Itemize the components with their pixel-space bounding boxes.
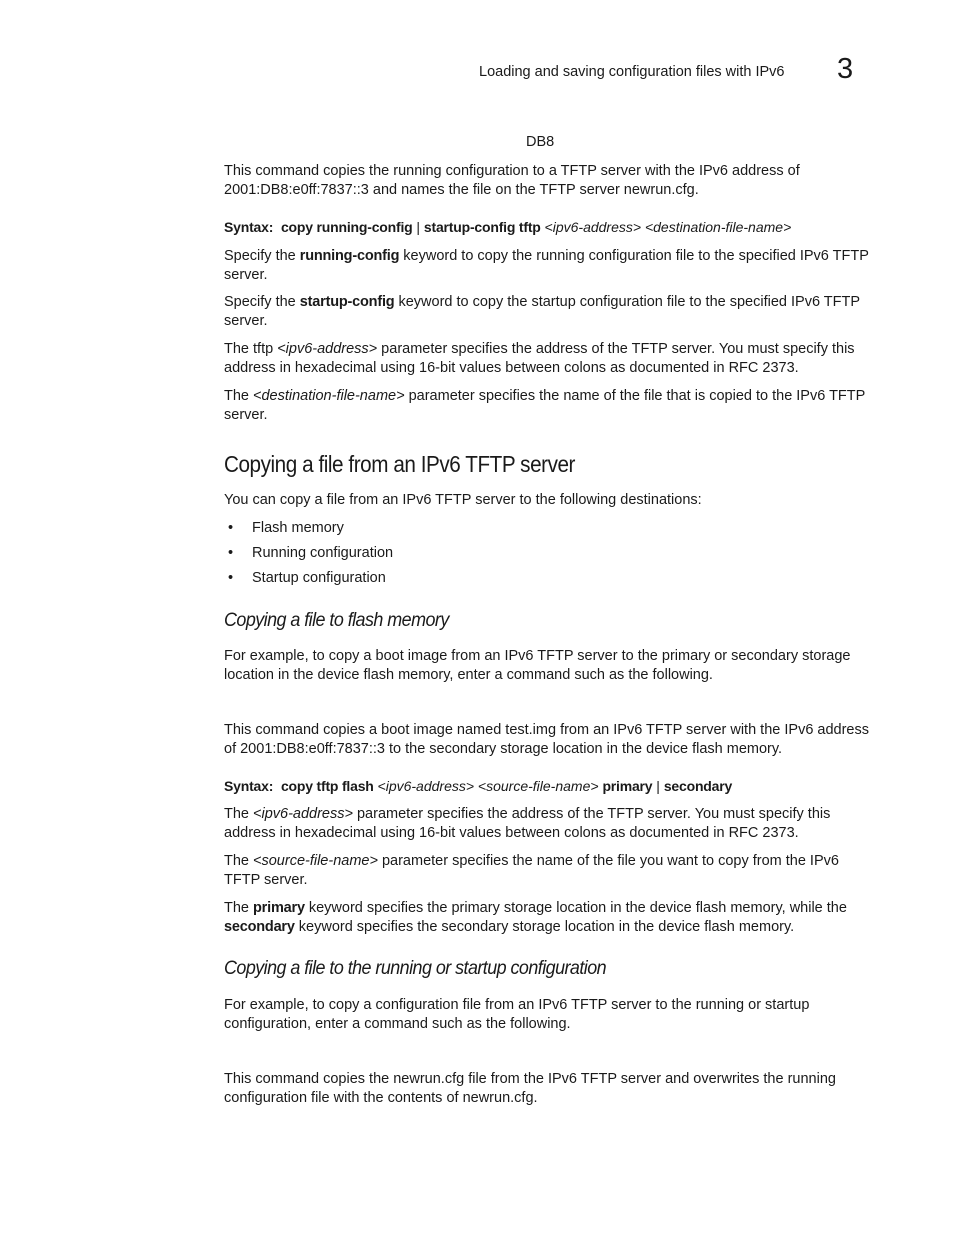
destination-list bbox=[224, 519, 393, 594]
syntax-copy-tftp-flash bbox=[224, 777, 876, 796]
chapter-number: 3 bbox=[837, 53, 854, 85]
syntax-keyword: primary bbox=[602, 778, 653, 794]
paragraph-destination-file-name: The <destination-file-name> parameter specifies the name of the file that is copied to the IPv6 TFTP server. bbox=[224, 388, 866, 423]
command-fragment: DB8 bbox=[526, 134, 555, 150]
paragraph-ipv6-address: The <ipv6-address> parameter specifies the address of the TFTP server. You must specify this address in hexadecimal using 16-bit values between colons as documented in RFC 2373. bbox=[224, 806, 831, 841]
paragraph-primary-secondary: The primary keyword specifies the primary storage location in the device flash memory, while the secondary keyword specifies the secondary storage location in the device flash memory. bbox=[224, 900, 847, 935]
running-config-copy-description: This command copies the running configuration to a TFTP server with the IPv6 address of 2001:DB8:e0ff:7837::3 and names the file on the TFTP server newrun.cfg. bbox=[224, 163, 800, 198]
paragraph-running-config-keyword: Specify the running-config keyword to copy the running configuration file to the specified IPv6 TFTP server. bbox=[224, 248, 869, 283]
syntax-command: startup-config tftp bbox=[423, 219, 541, 235]
syntax-separator: | bbox=[656, 778, 660, 794]
syntax-command: copy tftp flash bbox=[280, 778, 374, 794]
paragraph-source-file-name: The <source-file-name> parameter specifies the name of the file you want to copy from the IPv6 TFTP server. bbox=[224, 853, 839, 888]
syntax-command: copy running-config bbox=[280, 219, 413, 235]
syntax-label: Syntax: bbox=[224, 778, 274, 794]
copy-flash-description: This command copies a boot image named test.img from an IPv6 TFTP server with the IPv6 address of 2001:DB8:e0ff:7837::3 to the secondary storage location in the device flash memory. bbox=[224, 722, 869, 757]
syntax-params: <ipv6-address> <destination-file-name> bbox=[544, 219, 792, 235]
subsection-heading: Copying a file to the running or startup configuration bbox=[224, 957, 607, 979]
list-item: • Startup configuration bbox=[228, 570, 386, 586]
running-header-title: Loading and saving configuration files with IPv6 bbox=[479, 64, 785, 80]
syntax-copy-running-config bbox=[224, 218, 876, 237]
syntax-keyword: secondary bbox=[663, 778, 733, 794]
bullet-icon: • bbox=[228, 570, 234, 586]
subsection-intro: For example, to copy a boot image from an IPv6 TFTP server to the primary or secondary storage location in the device flash memory, enter a command such as the following. bbox=[224, 648, 851, 683]
paragraph-startup-config-keyword: Specify the startup-config keyword to copy the startup configuration file to the specified IPv6 TFTP server. bbox=[224, 294, 860, 329]
copy-config-description: This command copies the newrun.cfg file from the IPv6 TFTP server and overwrites the running configuration file with the contents of newrun.cfg. bbox=[224, 1071, 836, 1106]
bullet-icon: • bbox=[228, 545, 234, 561]
bullet-icon: • bbox=[228, 520, 234, 536]
section-heading: Copying a file from an IPv6 TFTP server bbox=[224, 451, 575, 477]
section-intro: You can copy a file from an IPv6 TFTP server to the following destinations: bbox=[224, 492, 702, 508]
syntax-separator: | bbox=[416, 219, 421, 235]
paragraph-tftp-address: The tftp <ipv6-address> parameter specifies the address of the TFTP server. You must specify this address in hexadecimal using 16-bit values between colons as documented in RFC 2373. bbox=[224, 341, 855, 376]
syntax-label: Syntax: bbox=[224, 219, 274, 235]
list-item: • Running configuration bbox=[228, 545, 394, 561]
list-item: • Flash memory bbox=[228, 520, 344, 536]
syntax-params: <ipv6-address> <source-file-name> bbox=[377, 778, 599, 794]
subsection-heading: Copying a file to flash memory bbox=[224, 609, 449, 631]
subsection-intro: For example, to copy a configuration file from an IPv6 TFTP server to the running or startup configuration, enter a command such as the following. bbox=[224, 997, 810, 1032]
